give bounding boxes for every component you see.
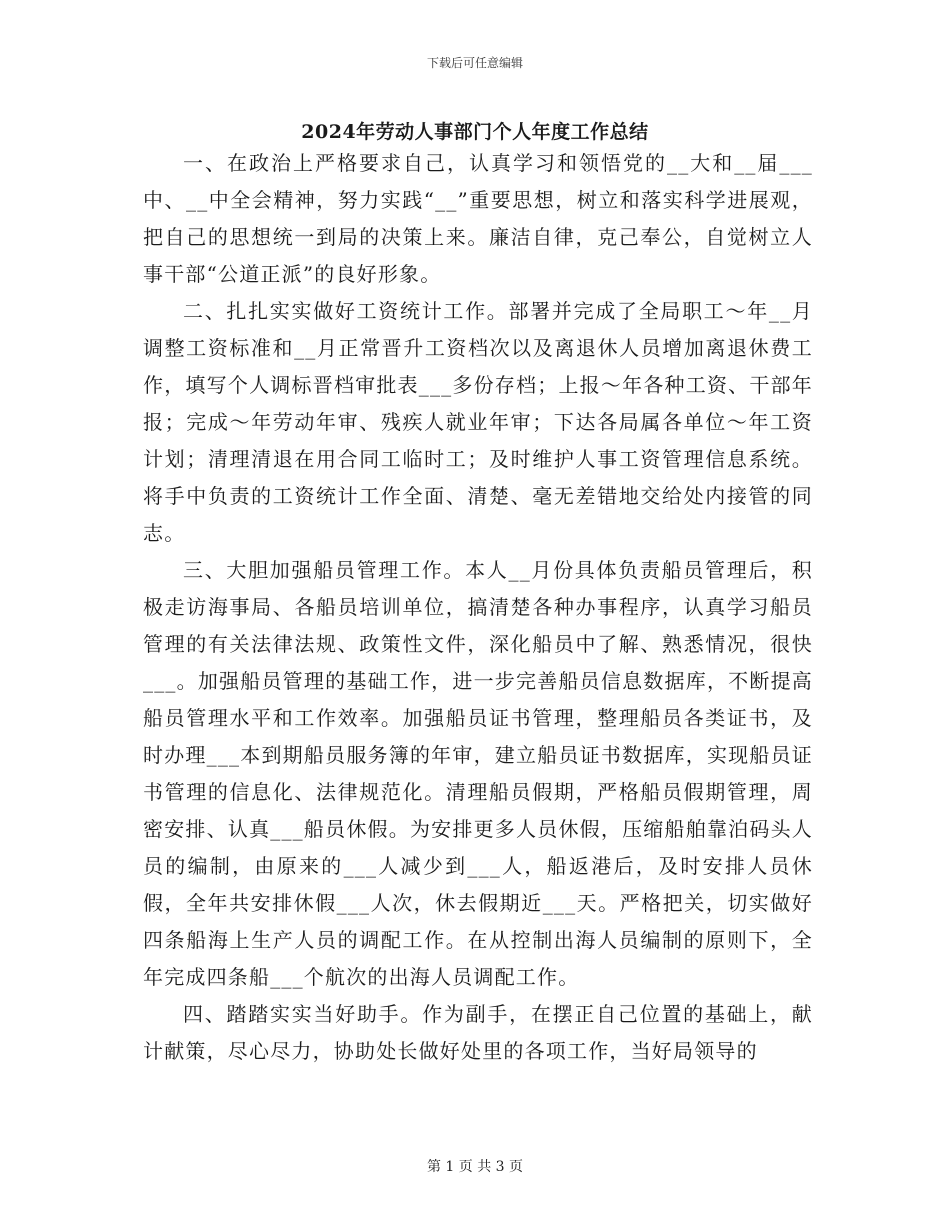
paragraph-4: 四、踏踏实实当好助手。作为副手，在摆正自己位置的基础上，献计献策，尽心尽力，协助处长做好处里的各项工作，当好局领导的	[143, 1002, 813, 1063]
paragraph-3: 三、大胆加强船员管理工作。本人__月份具体负责船员管理后，积极走访海事局、各船员培训单位，搞清楚各种办事程序，认真学习船员管理的有关法律法规、政策性文件，深化船员中了解、熟悉情况，很快___。加强船员管理的基础工作，进一步完善船员信息数据库，不断提高船员管理水平和工作效率。加强船员证书管理，整理船员各类证书，及时办理___本到期船员服务簿的年审，建立船员证书数据库，实现船员证书管理的信息化、法律规范化。清理船员假期，严格船员假期管理，周密安排、认真___船员休假。为安排更多人员休假，压缩船舶靠泊码头人员的编制，由原来的___人减少到___人，船返港后，及时安排人员休假，全年共安排休假___人次，休去假期近___天。严格把关，切实做好四条船海上生产人员的调配工作。在从控制出海人员编制的原则下，全年完成四条船___个航次的出海人员调配工作。	[143, 558, 813, 989]
page-header-note: 下载后可任意编辑	[426, 56, 523, 70]
document-body	[143, 145, 813, 1070]
paragraph-2: 二、扎扎实实做好工资统计工作。部署并完成了全局职工～年__月调整工资标准和__月正常晋升工资档次以及离退休人员增加离退休费工作，填写个人调标晋档审批表___多份存档；上报～年各种工资、干部年报；完成～年劳动年审、残疾人就业年审；下达各局属各单位～年工资计划；清理清退在用合同工临时工；及时维护人事工资管理信息系统。将手中负责的工资统计工作全面、清楚、毫无差错地交给处内接管的同志。	[143, 299, 813, 545]
document-title: 2024年劳动人事部门个人年度工作总结	[301, 121, 649, 143]
page-number: 第 1 页 共 3 页	[426, 1159, 524, 1175]
paragraph-1: 一、在政治上严格要求自己，认真学习和领悟党的__大和__届___中、__中全会精神，努力实践“__”重要思想，树立和落实科学进展观，把自己的思想统一到局的决策上来。廉洁自律，克己奉公，自觉树立人事干部“公道正派”的良好形象。	[143, 151, 813, 286]
